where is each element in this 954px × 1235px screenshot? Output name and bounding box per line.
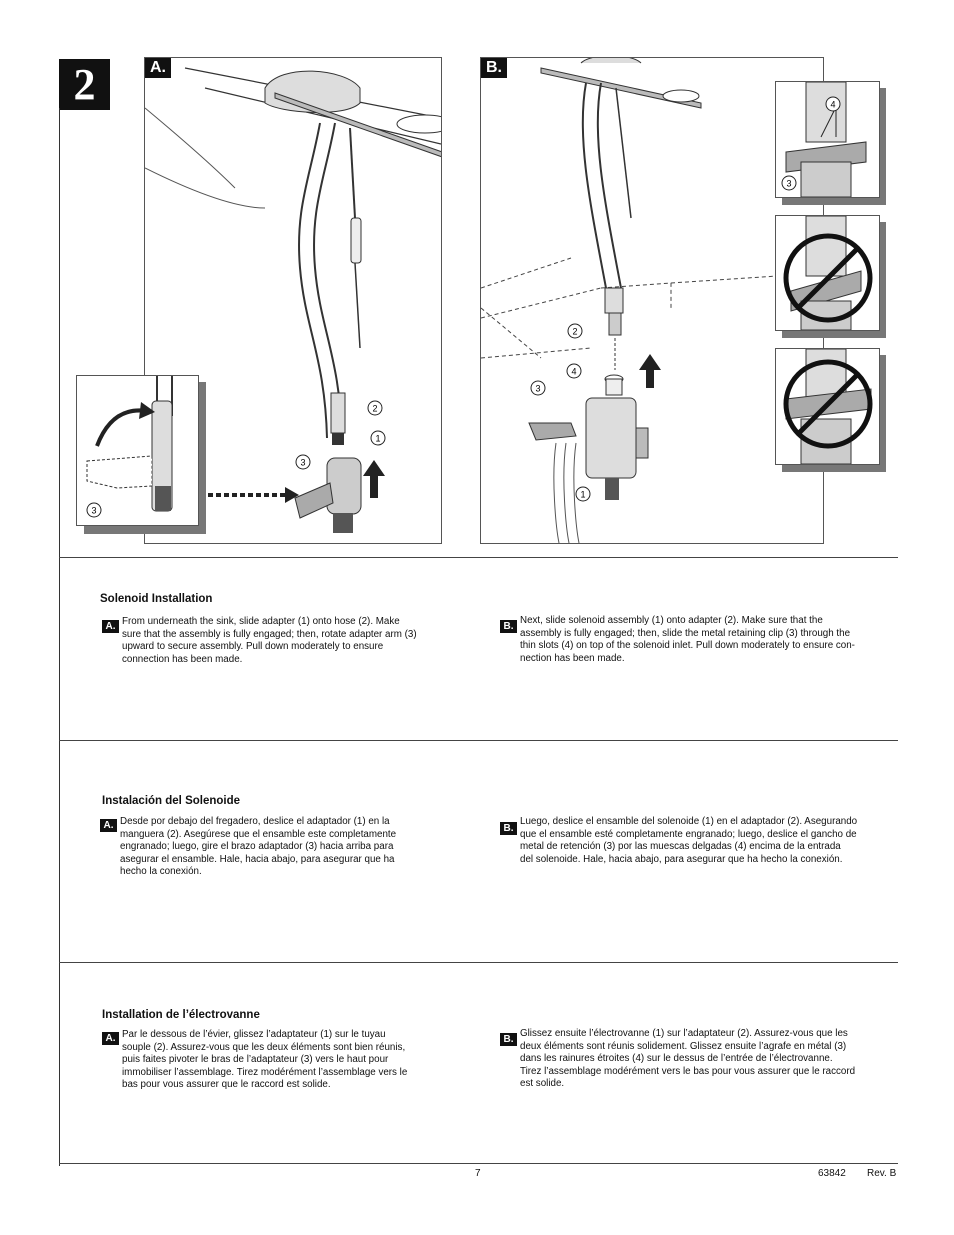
step-a-text-fr: Par le dessous de l’évier, glissez l’adaptateur (1) sur le tuyau souple (2). Assurez-vous que les deux éléments sont bien réunis, puis faites pivoter le bras de l’adaptateur (3) vers le haut pour immobiliser l’assemblage. Tirez modérément l’assemblage vers le bas pour vous assurer que le raccord est solide.: [122, 1029, 408, 1091]
panel-a-inset: [76, 375, 199, 526]
panel-b-label: B.: [481, 58, 507, 78]
document-number: 63842: [818, 1168, 846, 1179]
revision-label: Rev. B: [867, 1168, 897, 1179]
step-b-text-en: Next, slide solenoid assembly (1) onto adapter (2). Make sure that the assembly is fully engaged; then, slide the metal retaining clip (3) through the thin slots (4) on top of the solenoid inlet. Pull down moderately to ensure con- nection has been made.: [520, 615, 855, 664]
callout-b-1: 1: [580, 489, 586, 500]
step-a-tag-fr: A.: [102, 1032, 119, 1045]
section-title-es: Instalación del Solenoide: [102, 795, 241, 807]
callout-a-2: 2: [372, 403, 378, 414]
step-a-tag-es: A.: [100, 819, 117, 832]
left-rule: [59, 108, 60, 1166]
footer-rule: [59, 1163, 898, 1164]
step-b-tag-es: B.: [500, 822, 517, 835]
section-title-fr: Installation de l’électrovanne: [102, 1009, 260, 1021]
solenoid-assembly-drawing: [481, 58, 823, 543]
callout-b-2: 2: [572, 326, 578, 337]
callout-a-inset-3: 3: [91, 505, 97, 516]
callout-inset-4: 4: [830, 99, 836, 110]
step-b-text-fr: Glissez ensuite l’électrovanne (1) sur l’adaptateur (2). Assurez-vous que les deux éléments sont réunis solidement. Glissez ensuite l’agrafe en métal (3) dans les rainures étroites (4) sur le dessus de l’entrée de l’électrovanne. Tirez l’assemblage modérément vers le bas pour vous assurer que le raccord est solide.: [520, 1028, 856, 1090]
callout-b-3: 3: [535, 383, 541, 394]
panel-b-inset-correct: [775, 81, 880, 198]
section-rule: [59, 740, 898, 741]
adapter-rotate-inset-drawing: [77, 376, 198, 525]
callout-a-3: 3: [300, 457, 306, 468]
step-b-tag-fr: B.: [500, 1033, 517, 1046]
callout-b-4: 4: [571, 366, 577, 377]
callout-a-1: 1: [375, 433, 381, 444]
step-b-tag-en: B.: [500, 620, 517, 633]
panel-b-illustration: [480, 57, 824, 544]
panel-a-label: A.: [145, 58, 171, 78]
clip-correct-drawing: [776, 82, 879, 197]
section-rule: [59, 557, 898, 558]
panel-b-inset-wrong-1: [775, 215, 880, 331]
step-a-text-en: From underneath the sink, slide adapter (1) onto hose (2). Make sure that the assembly is fully engaged; then, rotate adapter arm (3) upward to secure assembly. Pull down moderately to ensure connection has been made.: [122, 616, 417, 665]
step-number-badge: 2: [59, 59, 110, 110]
step-a-text-es: Desde por debajo del fregadero, deslice el adaptador (1) en la manguera (2). Asegúrese que el ensamble este completamente engranado; luego, gire el brazo adaptador (3) hacia arriba para asegurar el ensamble. Hale, hacia abajo, para asegurar que ha hecho la conexión.: [120, 816, 397, 878]
section-rule: [59, 962, 898, 963]
step-b-text-es: Luego, deslice el ensamble del solenoide (1) en el adaptador (2). Asegurando que el ensamble esté completamente engranado; luego, deslice el gancho de metal de retención (3) por las muescas delgadas (4) encima de la entrada del solenoide. Hale, hacia abajo, para asegurar que ha hecho la conexión.: [520, 816, 858, 865]
callout-inset-3: 3: [786, 178, 792, 189]
step-a-tag-en: A.: [102, 620, 119, 633]
clip-wrong-drawing-2: [776, 349, 879, 464]
panel-b-inset-wrong-2: [775, 348, 880, 465]
section-title-en: Solenoid Installation: [100, 593, 213, 605]
page-number: 7: [475, 1168, 481, 1179]
clip-wrong-drawing-1: [776, 216, 879, 330]
